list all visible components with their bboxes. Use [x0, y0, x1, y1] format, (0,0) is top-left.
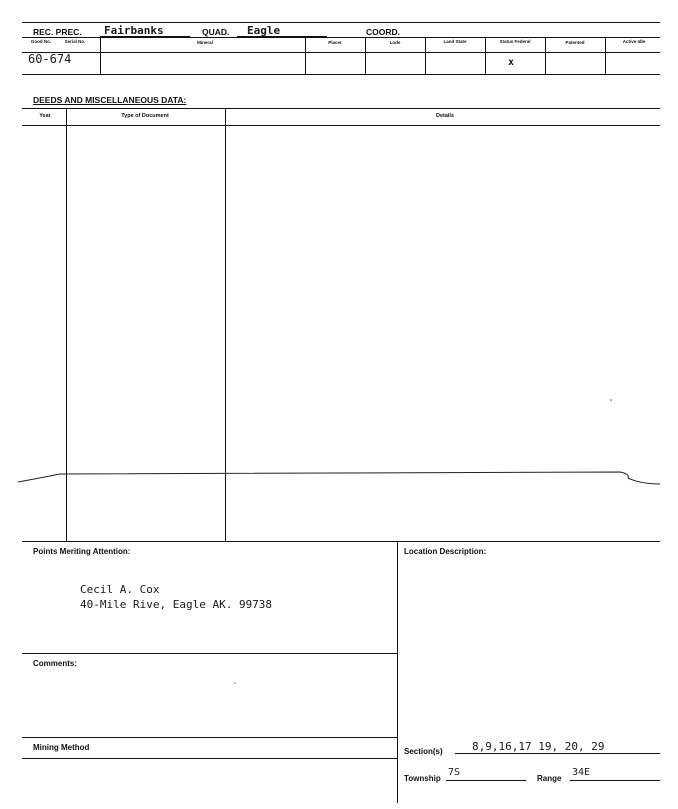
coord-label: COORD. — [366, 27, 400, 37]
range-value: 34E — [572, 767, 591, 778]
range-underline — [570, 780, 660, 781]
quad-label: QUAD. — [202, 27, 230, 37]
col-patented: Patented — [565, 40, 585, 45]
status-federal-value: x — [508, 57, 515, 68]
sections-underline — [455, 753, 660, 754]
quad-value: Eagle — [247, 24, 281, 37]
grid-col-divider — [485, 37, 486, 74]
col-active-idle: Active Idle — [622, 39, 646, 44]
comments-top-rule — [22, 653, 397, 654]
grid-header-rule — [22, 52, 660, 53]
good-serial-value: 60-674 — [28, 52, 72, 66]
mining-bottom-rule — [22, 758, 397, 759]
township-value: 7S — [448, 767, 461, 778]
bottom-top-rule — [22, 541, 660, 542]
grid-col-divider — [100, 37, 101, 74]
fold-line — [0, 460, 678, 500]
rec-prec-label: REC. PREC. — [33, 27, 82, 37]
township-underline — [446, 780, 526, 781]
deeds-top-rule — [22, 108, 660, 109]
speck — [605, 395, 615, 405]
col-mineral: Mineral — [197, 40, 213, 45]
grid-col-divider — [305, 37, 306, 74]
mining-label: Mining Method — [33, 743, 90, 752]
bottom-center-divider — [397, 541, 398, 803]
header-top-rule — [22, 22, 660, 23]
rec-prec-value: Fairbanks — [104, 24, 164, 37]
deeds-header-rule — [22, 125, 660, 126]
township-label: Township — [404, 774, 441, 783]
grid-bottom-rule — [22, 74, 660, 75]
grid-col-divider — [365, 37, 366, 74]
grid-col-divider — [425, 37, 426, 74]
col-serial-no: Serial No. — [64, 39, 86, 44]
deeds-section-title: DEEDS AND MISCELLANEOUS DATA: — [33, 95, 187, 105]
deeds-col-year: Year — [39, 113, 51, 119]
col-land-state: Land State — [443, 39, 467, 44]
points-line1: Cecil A. Cox — [80, 583, 160, 596]
grid-col-divider — [545, 37, 546, 74]
col-placer: Placer — [328, 40, 342, 45]
deeds-col-type: Type of Document — [121, 113, 169, 119]
sections-label: Section(s) — [404, 747, 443, 756]
col-status-federal: Status Federal — [499, 39, 531, 44]
points-label: Points Meriting Attention: — [33, 547, 131, 556]
deeds-col-details: Details — [435, 113, 455, 119]
grid-top-rule — [22, 37, 660, 38]
range-label: Range — [537, 774, 562, 783]
location-label: Location Description: — [404, 547, 487, 556]
col-lode: Lode — [389, 40, 401, 45]
comments-label: Comments: — [33, 659, 78, 668]
mining-top-rule — [22, 737, 397, 738]
speck — [232, 680, 238, 686]
points-line2: 40-Mile Rive, Eagle AK. 99738 — [80, 598, 273, 611]
grid-col-divider — [605, 37, 606, 74]
col-good-no: Good No. — [30, 39, 52, 44]
sections-value: 8,9,16,17 19, 20, 29 — [472, 740, 605, 753]
